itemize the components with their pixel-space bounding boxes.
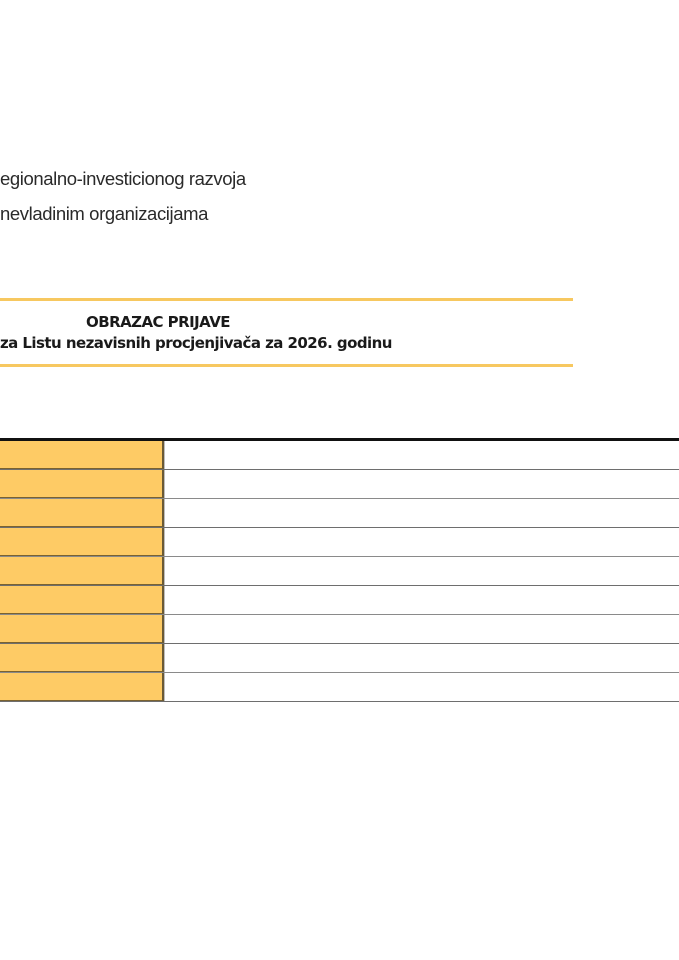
form-value-field[interactable] — [164, 557, 679, 585]
form-value-field[interactable] — [164, 470, 679, 498]
form-value-field[interactable] — [164, 673, 679, 701]
form-row — [0, 499, 679, 528]
application-form-table — [0, 438, 679, 702]
form-row — [0, 615, 679, 644]
form-subtitle: za Listu nezavisnih procjenjivača za 2026. godinu — [0, 334, 392, 352]
form-label-cell — [0, 644, 164, 672]
form-label-cell — [0, 441, 164, 469]
form-row — [0, 470, 679, 499]
institution-header-line-2: nevladinim organizacijama — [0, 203, 208, 224]
form-label-cell — [0, 528, 164, 556]
form-row — [0, 673, 679, 702]
institution-header-line-1: egionalno-investicionog razvoja — [0, 168, 246, 189]
form-value-field[interactable] — [164, 441, 679, 469]
form-row — [0, 557, 679, 586]
form-value-field[interactable] — [164, 528, 679, 556]
form-label-cell — [0, 615, 164, 643]
form-row — [0, 528, 679, 557]
form-label-cell — [0, 673, 164, 701]
form-row — [0, 644, 679, 673]
form-label-cell — [0, 557, 164, 585]
form-label-cell — [0, 586, 164, 614]
form-label-cell — [0, 470, 164, 498]
form-label-cell — [0, 499, 164, 527]
form-value-field[interactable] — [164, 586, 679, 614]
form-value-field[interactable] — [164, 615, 679, 643]
title-rule-bottom — [0, 364, 573, 367]
form-title: OBRAZAC PRIJAVE — [86, 313, 230, 331]
title-rule-top — [0, 298, 573, 301]
form-row — [0, 441, 679, 470]
form-row — [0, 586, 679, 615]
form-value-field[interactable] — [164, 644, 679, 672]
form-value-field[interactable] — [164, 499, 679, 527]
